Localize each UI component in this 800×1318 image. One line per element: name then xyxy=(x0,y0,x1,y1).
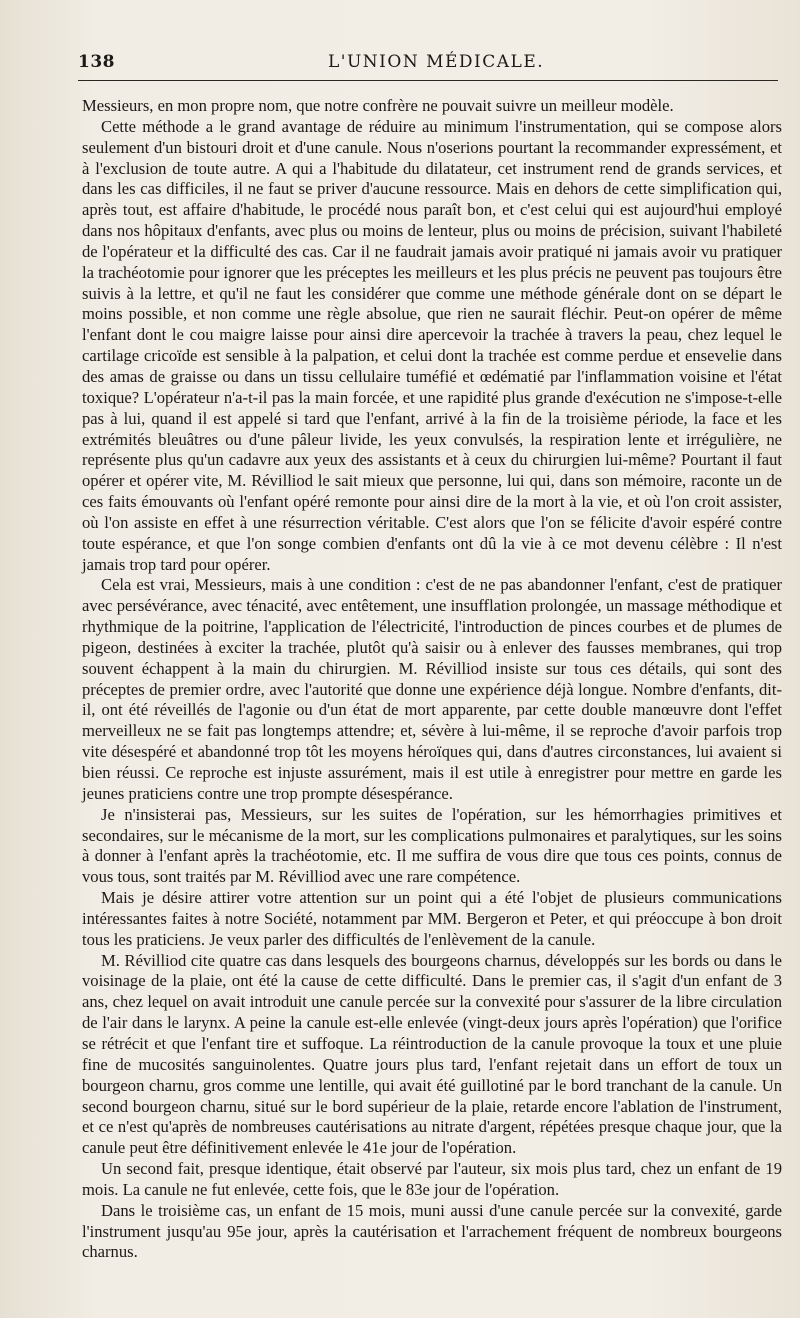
paragraph: Un second fait, presque identique, était observé par l'auteur, six mois plus tard, chez un enfant de 19 mois. La canule ne fut enlevée, cette fois, que le 83e jour de l'opération. xyxy=(82,1159,782,1199)
article-body xyxy=(82,96,782,1263)
paragraph: Dans le troisième cas, un enfant de 15 mois, muni aussi d'une canule percée sur la convexité, garde l'instrument jusqu'au 95e jour, après la cautérisation et l'arrachement fréquent de nombreux bourgeons charnus. xyxy=(82,1200,782,1262)
running-title: L'UNION MÉDICALE. xyxy=(328,52,545,72)
paragraph: Cela est vrai, Messieurs, mais à une condition : c'est de ne pas abandonner l'enfant, c'est de pratiquer avec persévérance, avec ténacité, avec entêtement, une insufflation prolongée, un massage méthodique et rhythmique de la poitrine, l'application de l'électricité, l'introduction de pinces courbes et de plumes de pigeon, destinées à exciter la trachée, plutôt qu'à saisir ou à enlever des fausses membranes, qui trop souvent échappent à la main du chirurgien. M. Révilliod insiste sur tous ces détails, qui sont des préceptes de premier ordre, avec l'autorité que donne une expérience déjà longue. Nombre d'enfants, dit-il, ont été réveillés de l'agonie ou d'un état de mort apparente, par cette double manœuvre dont l'effet merveilleux ne se fait pas longtemps attendre; et, sévère à lui-même, il se reproche d'avoir parfois trop vite désespéré et abandonné trop tôt les moyens héroïques qui, dans d'autres circonstances, lui avaient si bien réussi. Ce reproche est injuste assurément, mais il est utile à enregistrer pour mettre en garde les jeunes praticiens contre une trop prompte désespérance. xyxy=(82,575,782,803)
page-header xyxy=(78,52,778,84)
page-number: 138 xyxy=(78,52,115,72)
paragraph: Mais je désire attirer votre attention sur un point qui a été l'objet de plusieurs communications intéressantes faites à notre Société, notamment par MM. Bergeron et Peter, et qui préoccupe à bon droit tous les praticiens. Je veux parler des difficultés de l'enlèvement de la canule. xyxy=(82,888,782,949)
paragraph: Je n'insisterai pas, Messieurs, sur les suites de l'opération, sur les hémorrhagies primitives et secondaires, sur le mécanisme de la mort, sur les complications pulmonaires et paralytiques, sur les soins à donner à l'enfant après la trachéotomie, etc. Il me suffira de vous dire que tous ces points, connus de vous tous, sont traités par M. Révilliod avec une rare compétence. xyxy=(82,804,782,887)
paragraph: Cette méthode a le grand avantage de réduire au minimum l'instrumentation, qui se compose alors seulement d'un bistouri droit et d'une canule. Nous n'oserions pourtant la recommander expressément, et à l'exclusion de toute autre. A qui a l'habitude du dilatateur, cet instrument rend de grands services, et dans les cas difficiles, il ne faut se priver d'aucune ressource. Mais en dehors de cette simplification qui, après tout, est affaire d'habitude, le procédé nous paraît bon, et c'est celui qui est aujourd'hui employé dans nos hôpitaux d'enfants, avec plus ou moins de lenteur, plus ou moins de précision, suivant l'habileté de l'opérateur et la difficulté des cas. Car il ne faudrait jamais avoir pratiqué ni jamais avoir vu pratiquer la trachéotomie pour ignorer que les préceptes les meilleurs et les plus précis ne peuvent pas toujours être suivis à la lettre, et qu'il ne faut les considérer que comme une méthode générale dont on se départ le moins possible, et non comme une règle absolue, que rien ne saurait fléchir. Peut-on opérer de même l'enfant dont le cou maigre laisse pour ainsi dire apercevoir la trachée à travers la peau, chez lequel le cartilage cricoïde est sensible à la palpation, et celui dont la trachée est comme perdue et ensevelie dans des amas de graisse ou dans un tissu cellulaire tuméfié et œdématié par l'inflammation voisine et l'état toxique? L'opérateur n'a-t-il pas la main forcée, et une rapidité plus grande d'exécution ne s'impose-t-elle pas à lui, quand il est appelé si tard que l'enfant, arrivé à la fin de la troisième période, la face et les extrémités bleuâtres ou d'une pâleur livide, les yeux convulsés, la respiration lente et irrégulière, ne représente plus qu'un cadavre aux yeux des assistants et à ceux du chirurgien lui-même? Pourtant il faut opérer et opérer vite, M. Révilliod le sait mieux que personne, lui qui, dans son mémoire, raconte un de ces faits émouvants où l'enfant opéré remonte pour ainsi dire de la mort à la vie, et où l'on croit assister, où l'on assiste en effet à une résurrection véritable. C'est alors que l'on se félicite d'avoir espéré contre toute espérance, et que l'on songe combien d'enfants ont dû la vie à ce mot devenu célèbre : Il n'est jamais trop tard pour opérer. xyxy=(82,116,782,574)
header-rule xyxy=(78,80,778,81)
paragraph: Messieurs, en mon propre nom, que notre confrère ne pouvait suivre un meilleur modèle. xyxy=(82,96,674,115)
paragraph: M. Révilliod cite quatre cas dans lesquels des bourgeons charnus, développés sur les bords ou dans le voisinage de la plaie, ont été la cause de cette difficulté. Dans le premier cas, il s'agit d'un enfant de 3 ans, chez lequel on avait introduit une canule percée sur la convexité pour s'assurer de la libre circulation de l'air dans le larynx. A peine la canule est-elle enlevée (vingt-deux jours après l'opération) que l'orifice se rétrécit et que l'enfant tire et suffoque. La réintroduction de la canule provoque la toux et une pluie fine de mucosités sanguinolentes. Quatre jours plus tard, l'enfant rejetait dans un effort de toux un bourgeon charnu, gros comme une lentille, qui avait été guillotiné par le bord tranchant de la canule. Un second bourgeon charnu, situé sur le bord supérieur de la plaie, retarde encore l'ablation de l'instrument, et ce n'est qu'après de nombreuses cautérisations au nitrate d'argent, répétées presque chaque jour, que la canule peut être définitivement enlevée le 41e jour de l'opération. xyxy=(82,950,782,1158)
